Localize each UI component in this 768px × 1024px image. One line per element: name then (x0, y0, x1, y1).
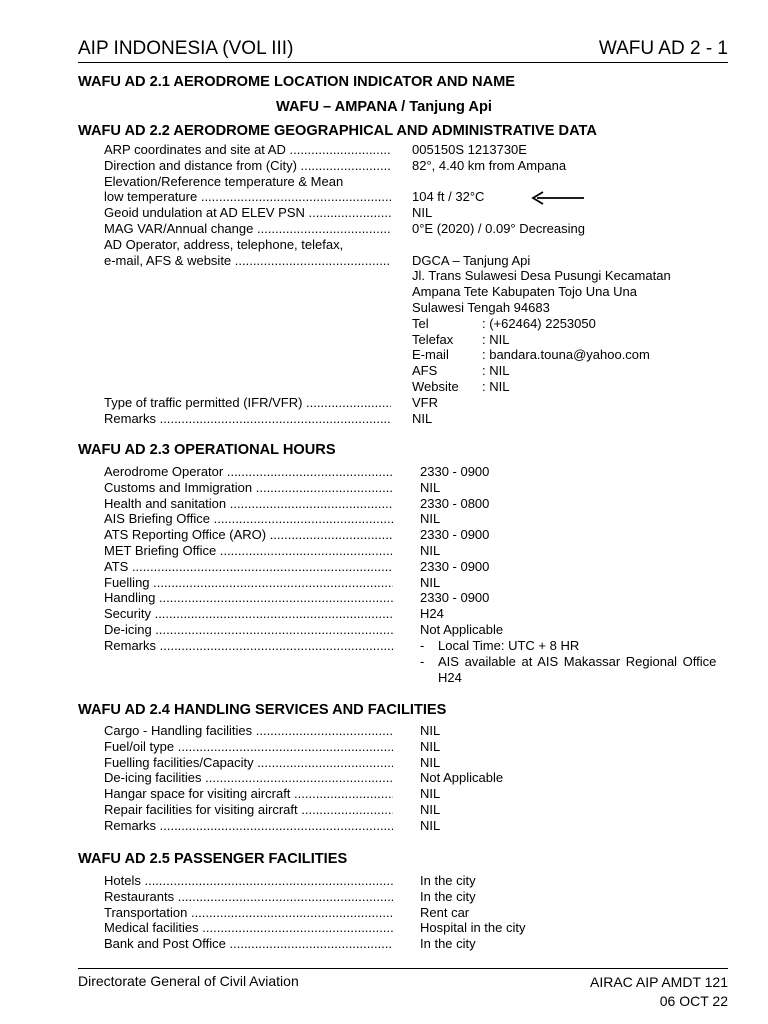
section-2-5-title: WAFU AD 2.5 PASSENGER FACILITIES (78, 851, 348, 867)
hours-label: Health and sanitation ..... (104, 496, 393, 512)
hours-value: 2330 - 0900 (420, 527, 490, 543)
hours-value: NIL (420, 574, 441, 590)
aerodrome-name: WAFU – AMPANA / Tanjung Api (276, 99, 492, 115)
amendment-label: AIRAC AIP AMDT 121 (590, 974, 728, 990)
amendment-date: 06 OCT 22 (659, 993, 728, 1009)
hours-value: 2330 - 0900 (420, 590, 490, 606)
elevation-label-1: Elevation/Reference temperature & Mean (104, 173, 344, 189)
contact-row-afs (104, 363, 704, 379)
section-2-4-title: WAFU AD 2.4 HANDLING SERVICES AND FACILITIES (78, 702, 447, 718)
section-2-4-table (104, 723, 704, 834)
handling-value: NIL (420, 817, 441, 833)
address-line-3: Sulawesi Tengah 94683 (412, 299, 550, 315)
contact-key: E-mail (412, 347, 449, 363)
hours-value: 2330 - 0900 (420, 558, 490, 574)
page-header (78, 38, 728, 63)
passenger-row (104, 920, 704, 936)
passenger-row (104, 905, 704, 921)
hours-label: Fuelling ..... (104, 575, 393, 591)
handling-row (104, 739, 704, 755)
handling-row (104, 786, 704, 802)
hours-label: AIS Briefing Office ..... (104, 511, 393, 527)
handling-label: Repair facilities for visiting aircraft ..... (104, 802, 393, 818)
hours-value: NIL (420, 479, 441, 495)
handling-row (104, 723, 704, 739)
contact-key: Website (412, 378, 459, 394)
header-right: WAFU AD 2 - 1 (598, 38, 728, 59)
hours-row (104, 480, 704, 496)
address-row-1 (104, 268, 704, 284)
hours-value: NIL (420, 511, 441, 527)
address-row-3 (104, 300, 704, 316)
page-footer (78, 968, 728, 1009)
contact-row-email (104, 347, 704, 363)
section-2-2-table (104, 142, 704, 426)
elevation-row-1 (104, 174, 704, 190)
contact-row-tel (104, 316, 704, 332)
handling-label: Fuel/oil type ..... (104, 739, 393, 755)
section-2-3-table (104, 464, 704, 654)
remark-item (420, 638, 720, 654)
handling-label: Cargo - Handling facilities ..... (104, 723, 393, 739)
hours-label: Remarks ..... (104, 638, 393, 654)
handling-row (104, 802, 704, 818)
section-2-2-title: WAFU AD 2.2 AERODROME GEOGRAPHICAL AND ADMINISTRATIVE DATA (78, 123, 597, 139)
hours-row (104, 543, 704, 559)
geoid-row (104, 205, 704, 221)
passenger-value: In the city (420, 873, 476, 888)
handling-row (104, 770, 704, 786)
handling-label: Remarks ..... (104, 818, 393, 834)
handling-row (104, 818, 704, 834)
hours-label: Security ..... (104, 606, 393, 622)
handling-value: NIL (420, 738, 441, 754)
footer-right (590, 973, 728, 1011)
contact-value: : NIL (482, 378, 510, 394)
arp-value: 005150S 1213730E (412, 142, 527, 157)
operational-remarks (420, 638, 720, 685)
address-line-2: Ampana Tete Kabupaten Tojo Una Una (412, 284, 638, 300)
passenger-value: In the city (420, 936, 476, 952)
hours-row (104, 511, 704, 527)
hours-row (104, 606, 704, 622)
passenger-label: Transportation ..... (104, 905, 393, 921)
remark-item (420, 654, 720, 686)
hours-row (104, 575, 704, 591)
operator-label-2: e-mail, AFS & website ..... (104, 253, 391, 269)
traffic-label: Type of traffic permitted (IFR/VFR) ..... (104, 395, 391, 411)
hours-label: Handling ..... (104, 590, 393, 606)
contact-key: Telefax (412, 331, 454, 347)
contact-value: : (+62464) 2253050 (482, 315, 596, 331)
passenger-label: Restaurants ..... (104, 889, 393, 905)
magvar-row (104, 221, 704, 237)
passenger-label: Medical facilities ..... (104, 920, 393, 936)
remarks-label: Remarks ..... (104, 411, 391, 427)
operator-row-2 (104, 253, 704, 269)
hours-label: Aerodrome Operator ..... (104, 464, 393, 480)
magvar-value: 0°E (2020) / 0.09° Decreasing (412, 220, 585, 236)
handling-value: Not Applicable (420, 770, 504, 786)
handling-label: Hangar space for visiting aircraft ..... (104, 786, 393, 802)
header-left: AIP INDONESIA (VOL III) (78, 38, 294, 59)
operator-label-1: AD Operator, address, telephone, telefax, (104, 236, 344, 252)
handling-row (104, 755, 704, 771)
bullet-dash: - (420, 653, 425, 669)
passenger-row (104, 873, 704, 889)
arp-row (104, 142, 704, 158)
direction-row (104, 158, 704, 174)
remark-text: Local Time: UTC + 8 HR (438, 638, 580, 653)
passenger-value: Rent car (420, 904, 470, 920)
section-2-1-title: WAFU AD 2.1 AERODROME LOCATION INDICATOR AND NAME (78, 74, 515, 90)
passenger-value: In the city (420, 888, 476, 904)
contact-key: AFS (412, 363, 438, 379)
hours-value: Not Applicable (420, 621, 504, 637)
traffic-row (104, 395, 704, 411)
address-line-1: Jl. Trans Sulawesi Desa Pusungi Kecamatan (412, 268, 671, 284)
hours-value: 2330 - 0800 (420, 495, 490, 511)
passenger-label: Hotels ..... (104, 873, 393, 889)
left-arrow-icon (531, 191, 585, 205)
remarks-row (104, 411, 704, 427)
hours-label: ATS ..... (104, 559, 393, 575)
handling-label: De-icing facilities ..... (104, 770, 393, 786)
hours-label: Customs and Immigration ..... (104, 480, 393, 496)
address-row-2 (104, 284, 704, 300)
passenger-row (104, 936, 704, 952)
passenger-label: Bank and Post Office ..... (104, 936, 393, 952)
magvar-label: MAG VAR/Annual change ..... (104, 221, 391, 237)
handling-value: NIL (420, 754, 441, 770)
contact-key: Tel (412, 315, 429, 331)
hours-row (104, 559, 704, 575)
hours-row (104, 622, 704, 638)
contact-value: : NIL (482, 331, 510, 347)
hours-label: De-icing ..... (104, 622, 393, 638)
hours-row (104, 464, 704, 480)
direction-label: Direction and distance from (City) ..... (104, 158, 391, 174)
elevation-row-2 (104, 189, 704, 205)
contact-value: : bandara.touna@yahoo.com (482, 347, 650, 363)
hours-label: ATS Reporting Office (ARO) ..... (104, 527, 393, 543)
hours-row (104, 496, 704, 512)
section-2-3-title: WAFU AD 2.3 OPERATIONAL HOURS (78, 442, 336, 458)
contact-row-website (104, 379, 704, 395)
handling-value: NIL (420, 801, 441, 817)
footer-left: Directorate General of Civil Aviation (78, 973, 299, 989)
contact-value: : NIL (482, 363, 510, 379)
hours-value: H24 (420, 606, 444, 622)
direction-value: 82°, 4.40 km from Ampana (412, 157, 567, 173)
passenger-value: Hospital in the city (420, 920, 526, 936)
operator-name: DGCA – Tanjung Api (412, 252, 531, 268)
hours-value: NIL (420, 542, 441, 558)
traffic-value: VFR (412, 394, 438, 410)
remarks-value: NIL (412, 410, 433, 426)
geoid-label: Geoid undulation at AD ELEV PSN ..... (104, 205, 391, 221)
elevation-value: 104 ft / 32°C (412, 189, 485, 205)
handling-value: NIL (420, 786, 441, 802)
geoid-value: NIL (412, 205, 433, 221)
contact-row-telefax (104, 332, 704, 348)
hours-row (104, 590, 704, 606)
remark-text: AIS available at AIS Makassar Regional Office H24 (438, 653, 717, 685)
handling-value: NIL (420, 723, 441, 738)
arp-label: ARP coordinates and site at AD ..... (104, 142, 391, 158)
operator-row-1 (104, 237, 704, 253)
hours-label: MET Briefing Office ..... (104, 543, 393, 559)
passenger-row (104, 889, 704, 905)
hours-value: 2330 - 0900 (420, 464, 490, 479)
handling-label: Fuelling facilities/Capacity ..... (104, 755, 393, 771)
bullet-dash: - (420, 638, 425, 653)
hours-row (104, 527, 704, 543)
elevation-label-2: low temperature ..... (104, 189, 391, 205)
section-2-5-table (104, 873, 704, 952)
